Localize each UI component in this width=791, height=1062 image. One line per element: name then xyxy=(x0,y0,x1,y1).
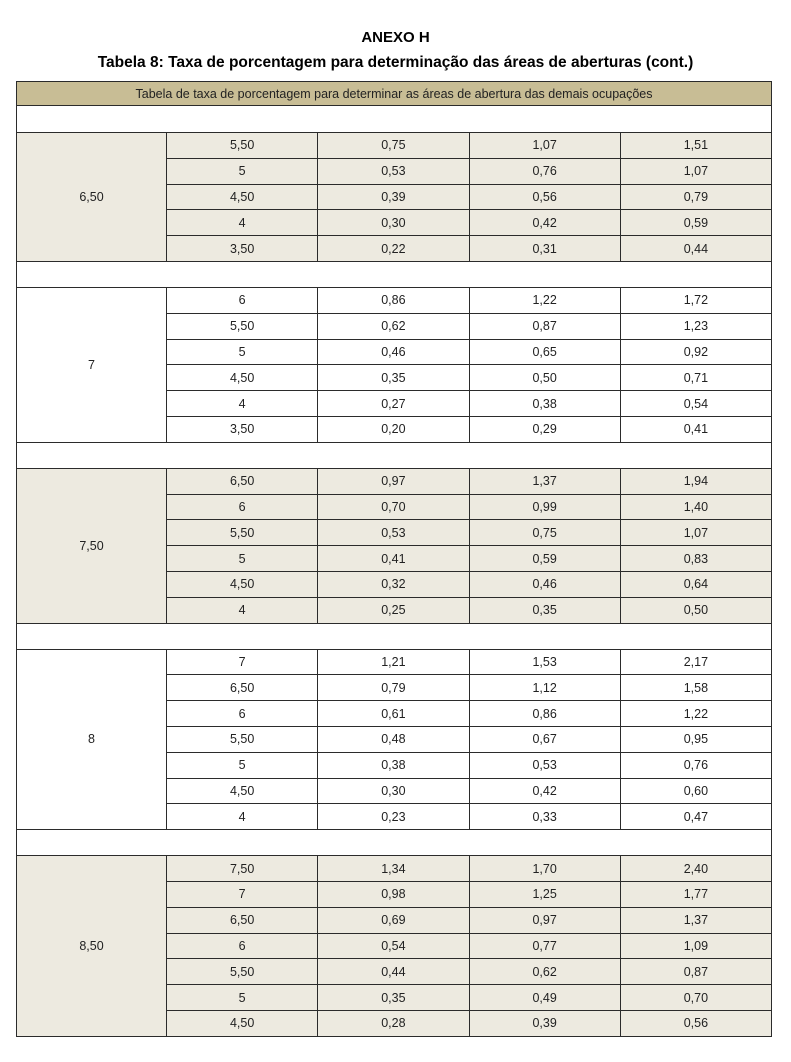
table-cell: 1,25 xyxy=(469,881,620,907)
table-cell: 0,28 xyxy=(318,1010,469,1036)
table-cell: 5 xyxy=(167,752,318,778)
table-cell: 0,79 xyxy=(318,675,469,701)
table-cell: 6,50 xyxy=(167,468,318,494)
table-cell: 0,67 xyxy=(469,726,620,752)
table-cell: 0,33 xyxy=(469,804,620,830)
table-cell: 0,77 xyxy=(469,933,620,959)
table-cell: 0,53 xyxy=(318,158,469,184)
table-cell: 5,50 xyxy=(167,133,318,159)
spacer-cell xyxy=(17,261,772,287)
table-caption: Tabela de taxa de porcentagem para determinar as áreas de abertura das demais ocupações xyxy=(17,82,772,106)
table-cell: 4 xyxy=(167,210,318,236)
table-cell: 0,42 xyxy=(469,778,620,804)
table-cell: 4 xyxy=(167,804,318,830)
table-cell: 5 xyxy=(167,546,318,572)
table-cell: 0,32 xyxy=(318,571,469,597)
table-cell: 6 xyxy=(167,287,318,313)
table-cell: 5,50 xyxy=(167,959,318,985)
table-cell: 6,50 xyxy=(167,907,318,933)
spacer-cell xyxy=(17,106,772,133)
table-cell: 2,17 xyxy=(620,649,771,675)
table-cell: 0,41 xyxy=(318,546,469,572)
table-cell: 0,86 xyxy=(318,287,469,313)
spacer-cell xyxy=(17,442,772,468)
table-cell: 6,50 xyxy=(167,675,318,701)
table-cell: 0,29 xyxy=(469,416,620,442)
spacer-row xyxy=(17,623,772,649)
table-cell: 4,50 xyxy=(167,184,318,210)
table-cell: 0,60 xyxy=(620,778,771,804)
table-cell: 1,40 xyxy=(620,494,771,520)
group-label-cell: 7 xyxy=(17,287,167,442)
table-title: Tabela 8: Taxa de porcentagem para determinação das áreas de aberturas (cont.) xyxy=(97,54,694,71)
table-cell: 0,76 xyxy=(620,752,771,778)
table-cell: 0,25 xyxy=(318,597,469,623)
table-cell: 5 xyxy=(167,985,318,1011)
table-cell: 0,62 xyxy=(318,313,469,339)
table-cell: 0,38 xyxy=(318,752,469,778)
table-cell: 5 xyxy=(167,158,318,184)
table-cell: 0,97 xyxy=(318,468,469,494)
table-cell: 1,37 xyxy=(620,907,771,933)
table-cell: 1,22 xyxy=(469,287,620,313)
table-cell: 7 xyxy=(167,649,318,675)
table-cell: 0,75 xyxy=(469,520,620,546)
table-cell: 0,44 xyxy=(318,959,469,985)
table-cell: 0,54 xyxy=(318,933,469,959)
table-cell: 0,39 xyxy=(469,1010,620,1036)
table-cell: 1,51 xyxy=(620,133,771,159)
table-cell: 6 xyxy=(167,494,318,520)
table-cell: 1,94 xyxy=(620,468,771,494)
table-cell: 0,35 xyxy=(318,365,469,391)
table-cell: 0,87 xyxy=(620,959,771,985)
table-body xyxy=(17,106,772,1037)
table-cell: 0,31 xyxy=(469,236,620,262)
table-row xyxy=(17,468,772,494)
table-cell: 0,79 xyxy=(620,184,771,210)
table-cell: 1,07 xyxy=(469,133,620,159)
table-cell: 0,86 xyxy=(469,701,620,727)
table-cell: 0,70 xyxy=(620,985,771,1011)
table-cell: 0,98 xyxy=(318,881,469,907)
table-cell: 4,50 xyxy=(167,778,318,804)
table-cell: 0,23 xyxy=(318,804,469,830)
table-cell: 7,50 xyxy=(167,856,318,882)
table-cell: 0,83 xyxy=(620,546,771,572)
table-cell: 2,40 xyxy=(620,856,771,882)
table-cell: 1,34 xyxy=(318,856,469,882)
table-cell: 0,97 xyxy=(469,907,620,933)
table-cell: 5,50 xyxy=(167,313,318,339)
table-cell: 1,77 xyxy=(620,881,771,907)
table-cell: 6 xyxy=(167,933,318,959)
table-cell: 1,23 xyxy=(620,313,771,339)
table-row xyxy=(17,856,772,882)
table-cell: 4,50 xyxy=(167,365,318,391)
table-cell: 1,12 xyxy=(469,675,620,701)
table-cell: 0,71 xyxy=(620,365,771,391)
table-cell: 0,62 xyxy=(469,959,620,985)
table-cell: 0,46 xyxy=(318,339,469,365)
table-cell: 0,56 xyxy=(620,1010,771,1036)
table-cell: 0,65 xyxy=(469,339,620,365)
table-cell: 0,61 xyxy=(318,701,469,727)
table-cell: 0,50 xyxy=(469,365,620,391)
table-cell: 1,53 xyxy=(469,649,620,675)
table-cell: 0,59 xyxy=(469,546,620,572)
table-cell: 0,59 xyxy=(620,210,771,236)
table-cell: 0,87 xyxy=(469,313,620,339)
group-label-cell: 8,50 xyxy=(17,856,167,1037)
table-cell: 1,70 xyxy=(469,856,620,882)
table-cell: 0,27 xyxy=(318,391,469,417)
table-cell: 6 xyxy=(167,701,318,727)
spacer-cell xyxy=(17,830,772,856)
percentage-table xyxy=(16,81,772,1037)
table-cell: 0,47 xyxy=(620,804,771,830)
table-cell: 0,75 xyxy=(318,133,469,159)
table-row xyxy=(17,649,772,675)
table-cell: 1,37 xyxy=(469,468,620,494)
table-cell: 4 xyxy=(167,391,318,417)
table-cell: 1,58 xyxy=(620,675,771,701)
table-cell: 0,76 xyxy=(469,158,620,184)
table-cell: 0,20 xyxy=(318,416,469,442)
table-cell: 0,54 xyxy=(620,391,771,417)
spacer-row xyxy=(17,261,772,287)
table-cell: 0,56 xyxy=(469,184,620,210)
table-cell: 0,30 xyxy=(318,778,469,804)
table-cell: 0,95 xyxy=(620,726,771,752)
group-label-cell: 6,50 xyxy=(17,133,167,262)
table-cell: 1,21 xyxy=(318,649,469,675)
table-cell: 5 xyxy=(167,339,318,365)
table-cell: 3,50 xyxy=(167,416,318,442)
table-cell: 0,70 xyxy=(318,494,469,520)
table-cell: 0,30 xyxy=(318,210,469,236)
table-cell: 1,07 xyxy=(620,158,771,184)
table-cell: 0,41 xyxy=(620,416,771,442)
spacer-cell xyxy=(17,623,772,649)
table-cell: 1,07 xyxy=(620,520,771,546)
spacer-row xyxy=(17,830,772,856)
table-cell: 3,50 xyxy=(167,236,318,262)
table-cell: 0,64 xyxy=(620,571,771,597)
table-cell: 0,53 xyxy=(469,752,620,778)
spacer-row xyxy=(17,442,772,468)
table-cell: 4,50 xyxy=(167,1010,318,1036)
table-cell: 0,42 xyxy=(469,210,620,236)
table-row xyxy=(17,287,772,313)
table-cell: 1,72 xyxy=(620,287,771,313)
table-cell: 0,50 xyxy=(620,597,771,623)
table-cell: 4,50 xyxy=(167,571,318,597)
table-cell: 0,35 xyxy=(318,985,469,1011)
table-cell: 0,35 xyxy=(469,597,620,623)
group-label-cell: 8 xyxy=(17,649,167,830)
table-cell: 5,50 xyxy=(167,520,318,546)
table-cell: 0,92 xyxy=(620,339,771,365)
table-cell: 4 xyxy=(167,597,318,623)
table-cell: 0,49 xyxy=(469,985,620,1011)
table-cell: 0,44 xyxy=(620,236,771,262)
table-cell: 1,09 xyxy=(620,933,771,959)
table-cell: 7 xyxy=(167,881,318,907)
table-row xyxy=(17,133,772,159)
table-cell: 0,38 xyxy=(469,391,620,417)
table-cell: 0,48 xyxy=(318,726,469,752)
table-cell: 0,46 xyxy=(469,571,620,597)
table-cell: 1,22 xyxy=(620,701,771,727)
spacer-row xyxy=(17,106,772,133)
table-cell: 0,69 xyxy=(318,907,469,933)
table-cell: 0,99 xyxy=(469,494,620,520)
group-label-cell: 7,50 xyxy=(17,468,167,623)
table-cell: 0,39 xyxy=(318,184,469,210)
table-cell: 5,50 xyxy=(167,726,318,752)
table-cell: 0,22 xyxy=(318,236,469,262)
annex-heading: ANEXO H xyxy=(361,29,430,46)
table-cell: 0,53 xyxy=(318,520,469,546)
